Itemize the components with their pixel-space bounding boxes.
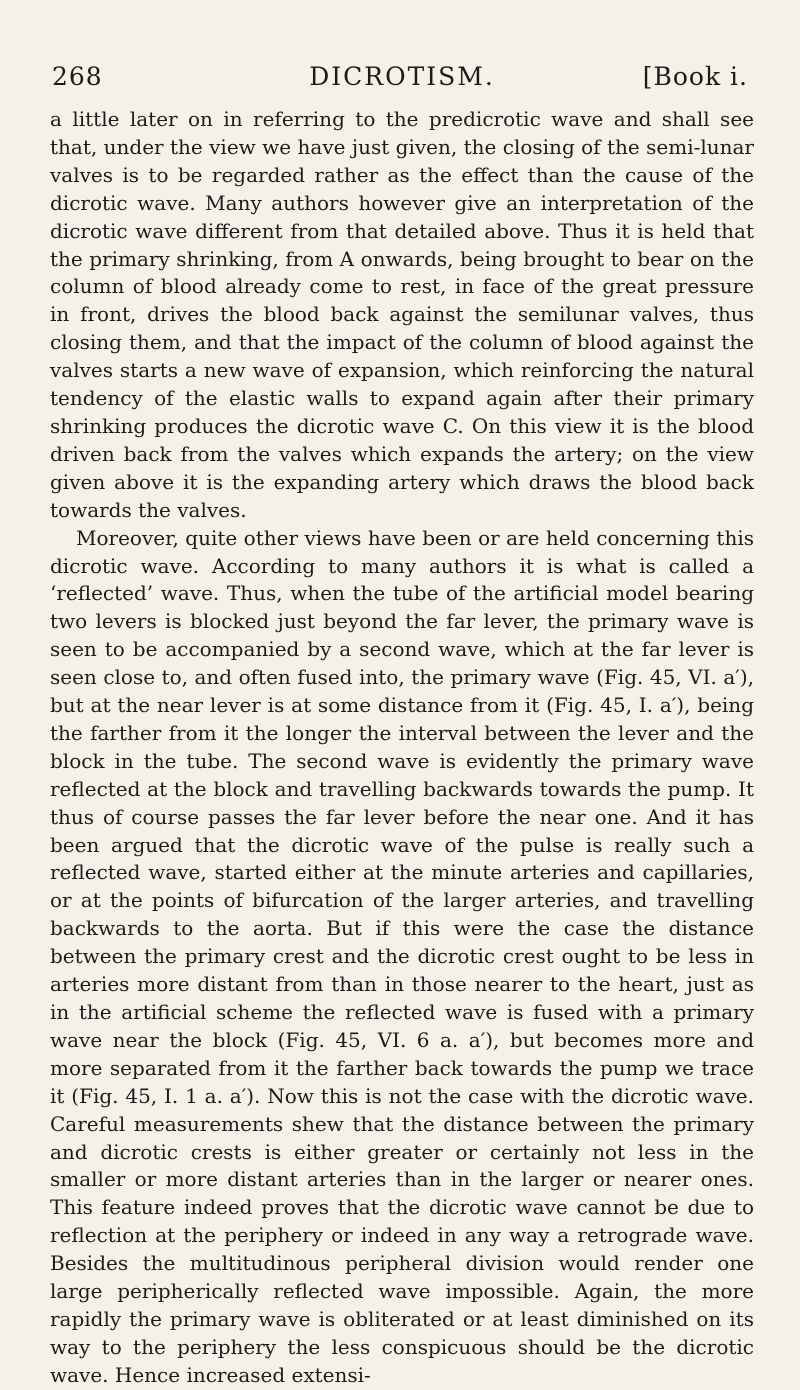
paragraph-1: a little later on in referring to the predicrotic wave and shall see that, under the view we have just given, the closing of the semi-lunar valves is to be regarded rather as the effect than the cause of the dicrotic wave. Many authors however give an interpretation of the dicrotic wave different from that detailed above. Thus it is held that the primary shrinking, from A onwards, being brought to bear on the column of blood already come to rest, in face of the great pressure in front, drives the blood back against the semilunar valves, thus closing them, and that the impact of the column of blood against the valves starts a new wave of expansion, which reinforcing the natural tendency of the elastic walls to expand again after their primary shrinking produces the dicrotic wave C. On this view it is the blood driven back from the valves which expands the artery; on the view given above it is the expanding artery which draws the blood back towards the valves. <box>50 107 754 522</box>
running-title: DICROTISM. <box>309 62 495 91</box>
running-header <box>50 58 754 98</box>
book-reference: [Book i. <box>642 62 748 91</box>
page-number: 268 <box>52 62 103 91</box>
paragraph-2: Moreover, quite other views have been or are held concerning this dicrotic wave. According to many authors it is what is called a ‘reflected’ wave. Thus, when the tube of the artificial model bearing two levers is blocked just beyond the far lever, the primary wave is seen to be accompanied by a second wave, which at the far lever is seen close to, and often fused into, the primary wave (Fig. 45, VI. a′), but at the near lever is at some distance from it (Fig. 45, I. a′), being the farther from it the longer the interval between the lever and the block in the tube. The second wave is evidently the primary wave reflected at the block and travelling backwards towards the pump. It thus of course passes the far lever before the near one. And it has been argued that the dicrotic wave of the pulse is really such a reflected wave, started either at the minute arteries and capillaries, or at the points of bifurcation of the larger arteries, and travelling backwards to the aorta. But if this were the case the distance between the primary crest and the dicrotic crest ought to be less in arteries more distant from than in those nearer to the heart, just as in the artificial scheme the reflected wave is fused with a primary wave near the block (Fig. 45, VI. 6 a. a′), but becomes more and more separated from it the farther back towards the pump we trace it (Fig. 45, I. 1 a. a′). Now this is not the case with the dicrotic wave. Careful measurements shew that the distance between the primary and dicrotic crests is either greater or certainly not less in the smaller or more distant arteries than in the larger or nearer ones. This feature indeed proves that the dicrotic wave cannot be due to reflection at the periphery or indeed in any way a retrograde wave. Besides the multitudinous peripheral division would render one large peripherically reflected wave impossible. Again, the more rapidly the primary wave is obliterated or at least diminished on its way to the periphery the less conspicuous should be the dicrotic wave. Hence increased extensi- <box>50 525 754 1387</box>
